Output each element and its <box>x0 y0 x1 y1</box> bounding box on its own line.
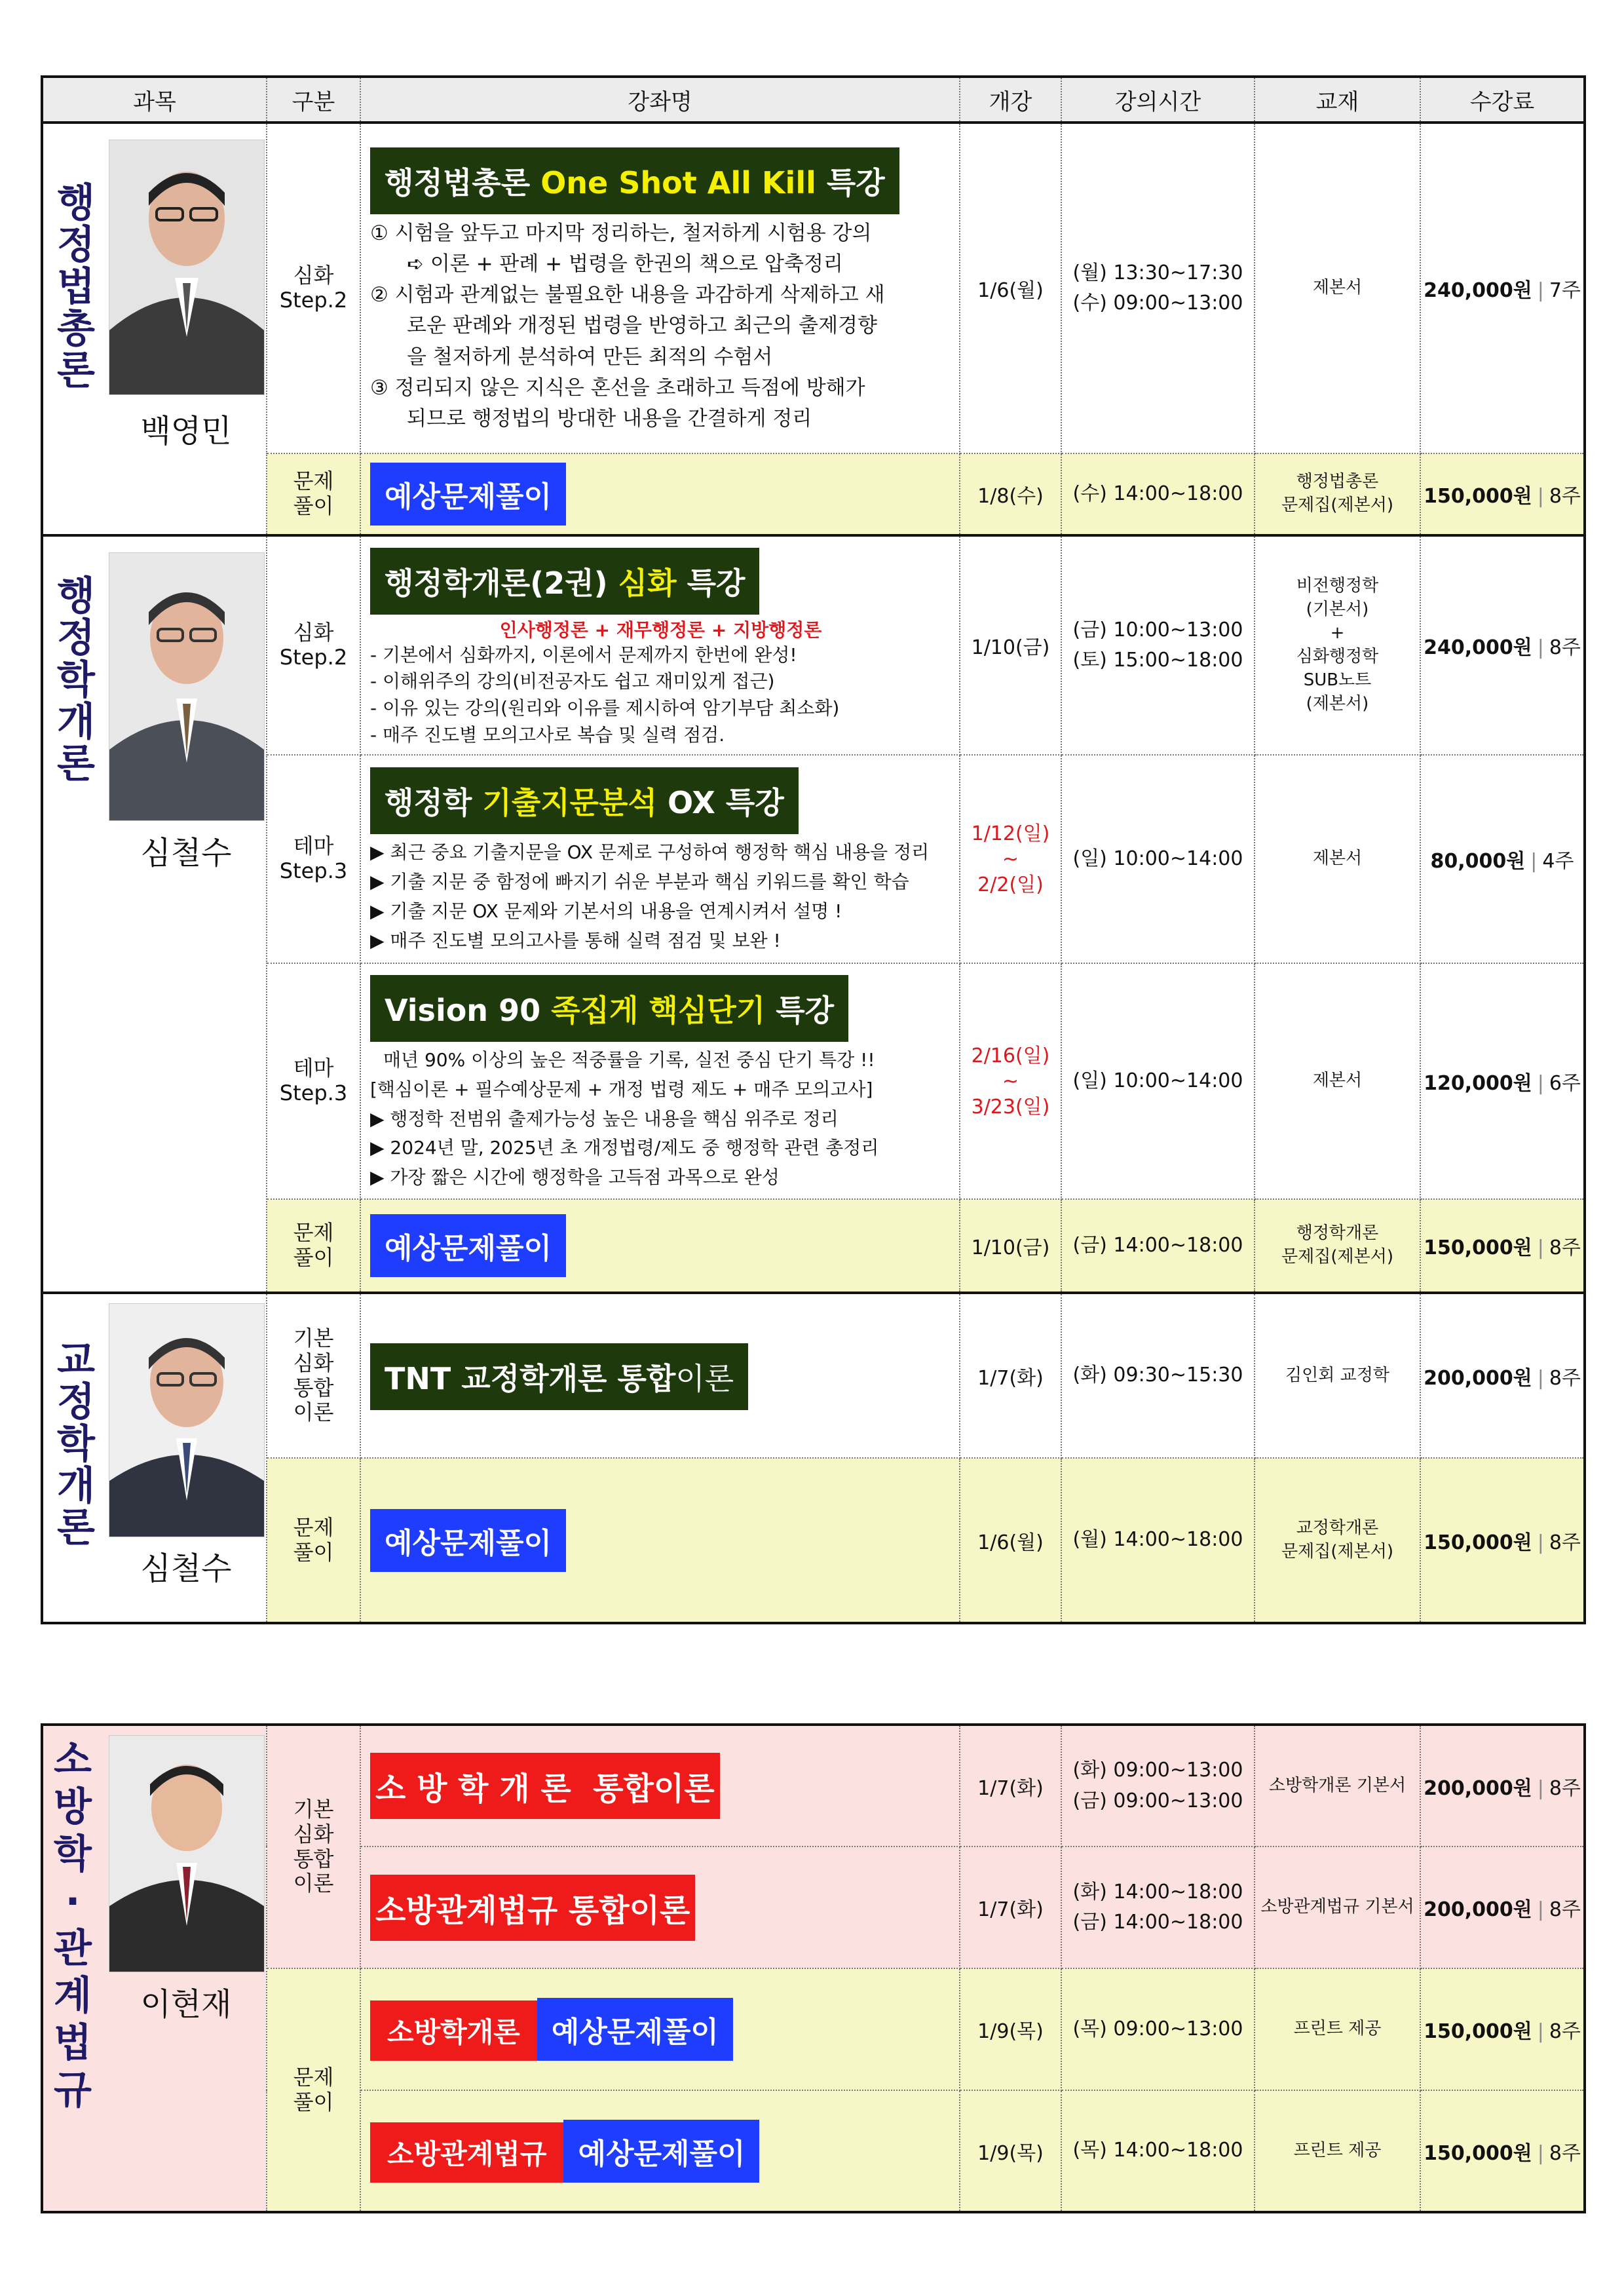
fee-weeks: 8주 <box>1549 1531 1581 1554</box>
schedule-cell <box>1061 2090 1255 2212</box>
schedule-cell <box>1061 1458 1255 1623</box>
subject-title: 교정학개론 <box>50 1339 96 1548</box>
fee-amount: 240,000원 <box>1424 636 1532 659</box>
schedule-table-fire <box>41 1723 1586 2213</box>
category-cell <box>267 453 360 535</box>
textbook <box>1255 1968 1420 2090</box>
category-cell <box>267 1293 360 1458</box>
course-description <box>370 642 951 748</box>
schedule-line: (목) 09:00~13:00 <box>1072 2017 1243 2040</box>
course-title: 소방관계법규 통합이론 <box>370 1875 695 1941</box>
course-cell <box>360 1846 960 1968</box>
schedule-line: (월) 14:00~18:00 <box>1072 1528 1243 1552</box>
subject-char: 학 <box>54 1831 92 1877</box>
textbook-label: 제본서 <box>1312 1071 1363 1091</box>
start-date: 1/10(금) <box>960 535 1061 755</box>
course-title-highlight: 족집게 핵심단기 <box>551 993 766 1028</box>
textbook-label: 프린트 제공 <box>1293 2019 1382 2039</box>
date-line: 3/23(일) <box>971 1095 1050 1119</box>
course-title: 예상문제풀이 <box>370 1214 566 1277</box>
course-title: 소 방 학 개 론 통합이론 <box>370 1753 720 1819</box>
header-course: 강좌명 <box>360 77 960 123</box>
schedule-line: (금) 09:00~13:00 <box>1072 1789 1243 1812</box>
desc-line: ▶ 최근 중요 기출지문을 OX 문제로 구성하여 행정학 핵심 내용을 정리 <box>370 841 930 864</box>
start-date: 1/7(화) <box>960 1293 1061 1458</box>
category-label: 기본 심화 통합 이론 <box>293 1326 334 1425</box>
fee-weeks: 8주 <box>1549 1776 1581 1800</box>
fee-amount: 240,000원 <box>1424 279 1532 302</box>
textbook-label: 행정학개론 문제집(제본서) <box>1281 1223 1393 1267</box>
course-title-pre: 행정학개론(2권) <box>385 565 618 601</box>
schedule-line: (화) 14:00~18:00 <box>1072 1880 1243 1904</box>
course-subtitle: 인사행정론 + 재무행정론 + 지방행정론 <box>499 619 822 641</box>
fee-cell: 200,000원 | 8주 <box>1420 1846 1585 1968</box>
fee-amount: 150,000원 <box>1424 1236 1532 1259</box>
fee-weeks: 6주 <box>1549 1072 1581 1095</box>
schedule-cell <box>1061 1293 1255 1458</box>
schedule-cell <box>1061 1968 1255 2090</box>
course-title-pre: TNT 교정학개론 통합 <box>385 1360 676 1396</box>
course-title-blue: 예상문제풀이 <box>563 2120 759 2183</box>
fee-amount: 120,000원 <box>1424 1072 1532 1095</box>
fee-cell: 120,000원 | 6주 <box>1420 963 1585 1199</box>
schedule-cell <box>1061 123 1255 453</box>
course-description <box>370 1046 951 1193</box>
course-title-highlight: 기출지문분석 <box>482 785 657 821</box>
teacher-name: 백영민 <box>140 413 232 450</box>
date-line: 2/16(일) <box>971 1044 1050 1067</box>
subject-char: 규 <box>54 2067 92 2113</box>
date-line: ~ <box>1002 1069 1019 1093</box>
textbook <box>1255 2090 1420 2212</box>
course-description <box>370 838 951 955</box>
schedule-line: (화) 09:00~13:00 <box>1072 1759 1243 1782</box>
textbook <box>1255 123 1420 453</box>
course-title: 예상문제풀이 <box>370 1509 566 1572</box>
fee-cell: 150,000원 | 8주 <box>1420 1458 1585 1623</box>
textbook-label: 제본서 <box>1312 278 1363 298</box>
table-row <box>42 1725 1585 1846</box>
schedule-line: (화) 09:30~15:30 <box>1072 1364 1243 1387</box>
date-line: 2/2(일) <box>977 873 1044 896</box>
start-date <box>960 963 1061 1199</box>
subject-char: · <box>65 1879 81 1924</box>
subject-cell-correction <box>42 1293 267 1623</box>
start-date: 1/8(수) <box>960 453 1061 535</box>
header-category: 구분 <box>267 77 360 123</box>
category-label: 테마 Step.3 <box>279 833 348 883</box>
category-cell <box>267 963 360 1199</box>
course-title-post: 이론 <box>675 1360 734 1396</box>
category-label: 문제 풀이 <box>293 2064 334 2114</box>
desc-line: - 이유 있는 강의(원리와 이유를 제시하여 암기부담 최소화) <box>370 697 840 719</box>
fee-cell: 240,000원 | 8주 <box>1420 535 1585 755</box>
category-label: 테마 Step.3 <box>279 1056 348 1105</box>
desc-line: 로운 판례와 개정된 법령을 반영하고 최근의 출제경향 <box>407 314 877 338</box>
desc-line: ① 시험을 앞두고 마지막 정리하는, 철저하게 시험용 강의 <box>370 221 872 246</box>
schedule-line: (토) 15:00~18:00 <box>1072 649 1243 672</box>
fee-weeks: 8주 <box>1549 1366 1581 1390</box>
textbook <box>1255 1293 1420 1458</box>
fee-weeks: 8주 <box>1549 485 1581 508</box>
course-cell <box>360 1293 960 1458</box>
course-cell <box>360 1968 960 2090</box>
course-title-pre: Vision 90 <box>385 993 552 1028</box>
start-date: 1/9(목) <box>960 1968 1061 2090</box>
course-title-blue: 예상문제풀이 <box>537 1998 733 2061</box>
table-header <box>42 77 1585 123</box>
start-date <box>960 755 1061 963</box>
schedule-cell <box>1061 453 1255 535</box>
course-title <box>370 1343 748 1410</box>
category-cell <box>267 535 360 755</box>
course-title-red: 소방관계법규 <box>370 2122 563 2183</box>
subject-char: 관 <box>54 1926 92 1972</box>
start-date: 1/9(목) <box>960 2090 1061 2212</box>
course-cell <box>360 123 960 453</box>
schedule-line: (수) 14:00~18:00 <box>1072 482 1243 505</box>
table-row <box>42 453 1585 535</box>
course-cell <box>360 755 960 963</box>
desc-line: 매년 90% 이상의 높은 적중률을 기록, 실전 중심 단기 특강 !! <box>383 1049 875 1071</box>
start-date: 1/7(화) <box>960 1846 1061 1968</box>
desc-line: - 매주 진도별 모의고사로 복습 및 실력 점검. <box>370 723 725 746</box>
course-title-highlight: 심화 <box>618 565 677 601</box>
textbook-label: 행정법총론 문제집(제본서) <box>1281 472 1393 515</box>
fee-amount: 200,000원 <box>1424 1898 1532 1921</box>
schedule-line: (금) 14:00~18:00 <box>1072 1233 1243 1257</box>
desc-line: 되므로 행정법의 방대한 내용을 간결하게 정리 <box>407 406 812 430</box>
category-label: 기본 심화 통합 이론 <box>293 1797 334 1896</box>
category-cell <box>267 1458 360 1623</box>
category-cell <box>267 1199 360 1293</box>
fee-cell: 80,000원 | 4주 <box>1420 755 1585 963</box>
schedule-line: (월) 13:30~17:30 <box>1072 261 1243 284</box>
course-title <box>370 767 799 834</box>
header-schedule: 강의시간 <box>1061 77 1255 123</box>
course-title-post: 특강 <box>816 165 885 201</box>
category-label: 심화 Step.2 <box>279 620 348 670</box>
subject-title: 행정법총론 <box>50 182 96 391</box>
textbook-label: 김인회 교정학 <box>1285 1365 1389 1385</box>
fee-weeks: 8주 <box>1549 636 1581 659</box>
schedule-line: (일) 10:00~14:00 <box>1072 1069 1243 1092</box>
category-cell <box>267 755 360 963</box>
desc-line: ▶ 기출 지문 중 함정에 빠지기 쉬운 부분과 핵심 키워드를 확인 학습 <box>370 871 909 893</box>
fee-cell: 150,000원 | 8주 <box>1420 2090 1585 2212</box>
fee-amount: 150,000원 <box>1424 2020 1532 2043</box>
course-title <box>370 147 899 214</box>
category-cell <box>267 123 360 453</box>
subject-cell-fire <box>42 1725 267 2212</box>
course-title-post: 특강 <box>765 993 835 1028</box>
textbook-label: 소방관계법규 기본서 <box>1260 1897 1414 1917</box>
schedule-table-main <box>41 75 1586 1624</box>
desc-line: - 기본에서 심화까지, 이론에서 문제까지 한번에 완성! <box>370 643 797 666</box>
desc-line: ▶ 가장 짧은 시간에 행정학을 고득점 과목으로 완성 <box>370 1166 780 1189</box>
subject-char: 법 <box>54 2020 92 2066</box>
schedule-line: (일) 10:00~14:00 <box>1072 847 1243 870</box>
table-row <box>42 755 1585 963</box>
category-cell <box>267 1725 360 1968</box>
fee-weeks: 8주 <box>1549 2141 1581 2165</box>
course-title-pre: 행정학 <box>385 785 483 821</box>
schedule-line: (금) 10:00~13:00 <box>1072 618 1243 641</box>
course-title-red: 소방학개론 <box>370 2000 537 2061</box>
table-row <box>42 123 1585 453</box>
desc-line: ➪ 이론 + 판례 + 법령을 한권의 책으로 압축정리 <box>407 252 843 277</box>
header-textbook: 교재 <box>1255 77 1420 123</box>
subject-char: 소 <box>54 1737 92 1783</box>
textbook <box>1255 1725 1420 1846</box>
fee-cell: 150,000원 | 8주 <box>1420 1199 1585 1293</box>
teacher-photo <box>109 1735 265 1972</box>
course-cell <box>360 1199 960 1293</box>
teacher-photo <box>109 140 265 395</box>
fee-amount: 200,000원 <box>1424 1366 1532 1390</box>
schedule-cell <box>1061 755 1255 963</box>
schedule-line: (수) 09:00~13:00 <box>1072 292 1243 315</box>
fee-weeks: 4주 <box>1542 850 1574 873</box>
date-line: ~ <box>1002 847 1019 871</box>
subject-cell-admin-sci <box>42 535 267 1293</box>
teacher-name: 이현재 <box>140 1986 232 2023</box>
category-label: 심화 Step.2 <box>279 263 348 313</box>
desc-line: ▶ 기출 지문 OX 문제와 기본서의 내용을 연계시켜서 설명 ! <box>370 900 842 922</box>
course-cell <box>360 1725 960 1846</box>
desc-line: ③ 정리되지 않은 지식은 혼선을 초래하고 득점에 방해가 <box>370 375 865 400</box>
fee-amount: 150,000원 <box>1424 1531 1532 1554</box>
desc-line: ② 시험과 관계없는 불필요한 내용을 과감하게 삭제하고 새 <box>370 283 885 307</box>
fee-cell: 150,000원 | 8주 <box>1420 453 1585 535</box>
subject-char: 방 <box>54 1784 92 1830</box>
date-line: 1/12(일) <box>971 822 1050 845</box>
textbook <box>1255 1458 1420 1623</box>
table-row <box>42 535 1585 755</box>
textbook-label: 비전행정학 (기본서) + 심화행정학 SUB노트 (제본서) <box>1296 576 1379 714</box>
subject-title: 행정학개론 <box>50 575 96 784</box>
fee-weeks: 7주 <box>1549 279 1581 302</box>
teacher-photo <box>109 1303 265 1537</box>
table-row <box>42 1199 1585 1293</box>
textbook-label: 소방학개론 기본서 <box>1268 1775 1407 1795</box>
category-label: 문제 풀이 <box>293 469 334 518</box>
course-title <box>370 548 759 615</box>
start-date: 1/7(화) <box>960 1725 1061 1846</box>
table-row <box>42 963 1585 1199</box>
teacher-name: 심철수 <box>140 835 232 871</box>
fee-cell: 200,000원 | 8주 <box>1420 1725 1585 1846</box>
course-cell <box>360 453 960 535</box>
subject-cell-admin-law <box>42 123 267 535</box>
teacher-photo <box>109 552 265 821</box>
fee-weeks: 8주 <box>1549 1236 1581 1259</box>
fee-cell: 150,000원 | 8주 <box>1420 1968 1585 2090</box>
course-title-highlight: One Shot All Kill <box>540 165 816 201</box>
header-subject: 과목 <box>42 77 267 123</box>
textbook <box>1255 453 1420 535</box>
course-description <box>370 218 951 434</box>
schedule-cell <box>1061 1725 1255 1846</box>
subject-char: 계 <box>54 1973 92 2019</box>
course-title: 예상문제풀이 <box>370 463 566 526</box>
desc-line: [핵심이론 + 필수예상문제 + 개정 법령 제도 + 매주 모의고사] <box>370 1078 873 1100</box>
table-row <box>42 1968 1585 2090</box>
fee-weeks: 8주 <box>1549 1898 1581 1921</box>
subject-title <box>51 1736 94 2114</box>
fee-amount: 150,000원 <box>1424 485 1532 508</box>
category-label: 문제 풀이 <box>293 1514 334 1565</box>
schedule-cell <box>1061 535 1255 755</box>
fee-weeks: 8주 <box>1549 2020 1581 2043</box>
course-cell <box>360 963 960 1199</box>
header-start: 개강 <box>960 77 1061 123</box>
course-cell <box>360 1458 960 1623</box>
fee-amount: 200,000원 <box>1424 1776 1532 1800</box>
fee-cell: 200,000원 | 8주 <box>1420 1293 1585 1458</box>
fee-amount: 150,000원 <box>1424 2141 1532 2165</box>
desc-line: ▶ 행정학 전범위 출제가능성 높은 내용을 핵심 위주로 정리 <box>370 1107 839 1130</box>
course-cell <box>360 535 960 755</box>
textbook <box>1255 535 1420 755</box>
textbook <box>1255 1199 1420 1293</box>
schedule-line: (목) 14:00~18:00 <box>1072 2139 1243 2162</box>
course-title <box>370 975 848 1042</box>
textbook <box>1255 755 1420 963</box>
start-date: 1/10(금) <box>960 1199 1061 1293</box>
desc-line: ▶ 2024년 말, 2025년 초 개정법령/제도 중 행정학 관련 총정리 <box>370 1137 879 1159</box>
textbook-label: 프린트 제공 <box>1293 2140 1382 2160</box>
fee-cell: 240,000원 | 7주 <box>1420 123 1585 453</box>
start-date: 1/6(월) <box>960 1458 1061 1623</box>
header-fee: 수강료 <box>1420 77 1585 123</box>
category-cell <box>267 1968 360 2212</box>
textbook <box>1255 963 1420 1199</box>
table-row <box>42 1458 1585 1623</box>
table-row <box>42 1293 1585 1458</box>
start-date: 1/6(월) <box>960 123 1061 453</box>
course-title-post: 특강 <box>676 565 746 601</box>
textbook-label: 교정학개론 문제집(제본서) <box>1281 1518 1393 1561</box>
course-cell <box>360 2090 960 2212</box>
desc-line: - 이해위주의 강의(비전공자도 쉽고 재미있게 접근) <box>370 670 775 693</box>
desc-line: 을 철저하게 분석하여 만든 최적의 수험서 <box>407 345 773 369</box>
schedule-line: (금) 14:00~18:00 <box>1072 1911 1243 1934</box>
schedule-cell <box>1061 1846 1255 1968</box>
schedule-cell <box>1061 963 1255 1199</box>
textbook <box>1255 1846 1420 1968</box>
schedule-cell <box>1061 1199 1255 1293</box>
course-title-pre: 행정법총론 <box>385 165 541 201</box>
desc-line: ▶ 매주 진도별 모의고사를 통해 실력 점검 및 보완 ! <box>370 929 781 951</box>
teacher-name: 심철수 <box>140 1550 232 1587</box>
category-label: 문제 풀이 <box>293 1220 334 1270</box>
fee-amount: 80,000원 <box>1430 850 1526 873</box>
course-title-post: OX 특강 <box>656 785 784 821</box>
textbook-label: 제본서 <box>1312 849 1363 869</box>
